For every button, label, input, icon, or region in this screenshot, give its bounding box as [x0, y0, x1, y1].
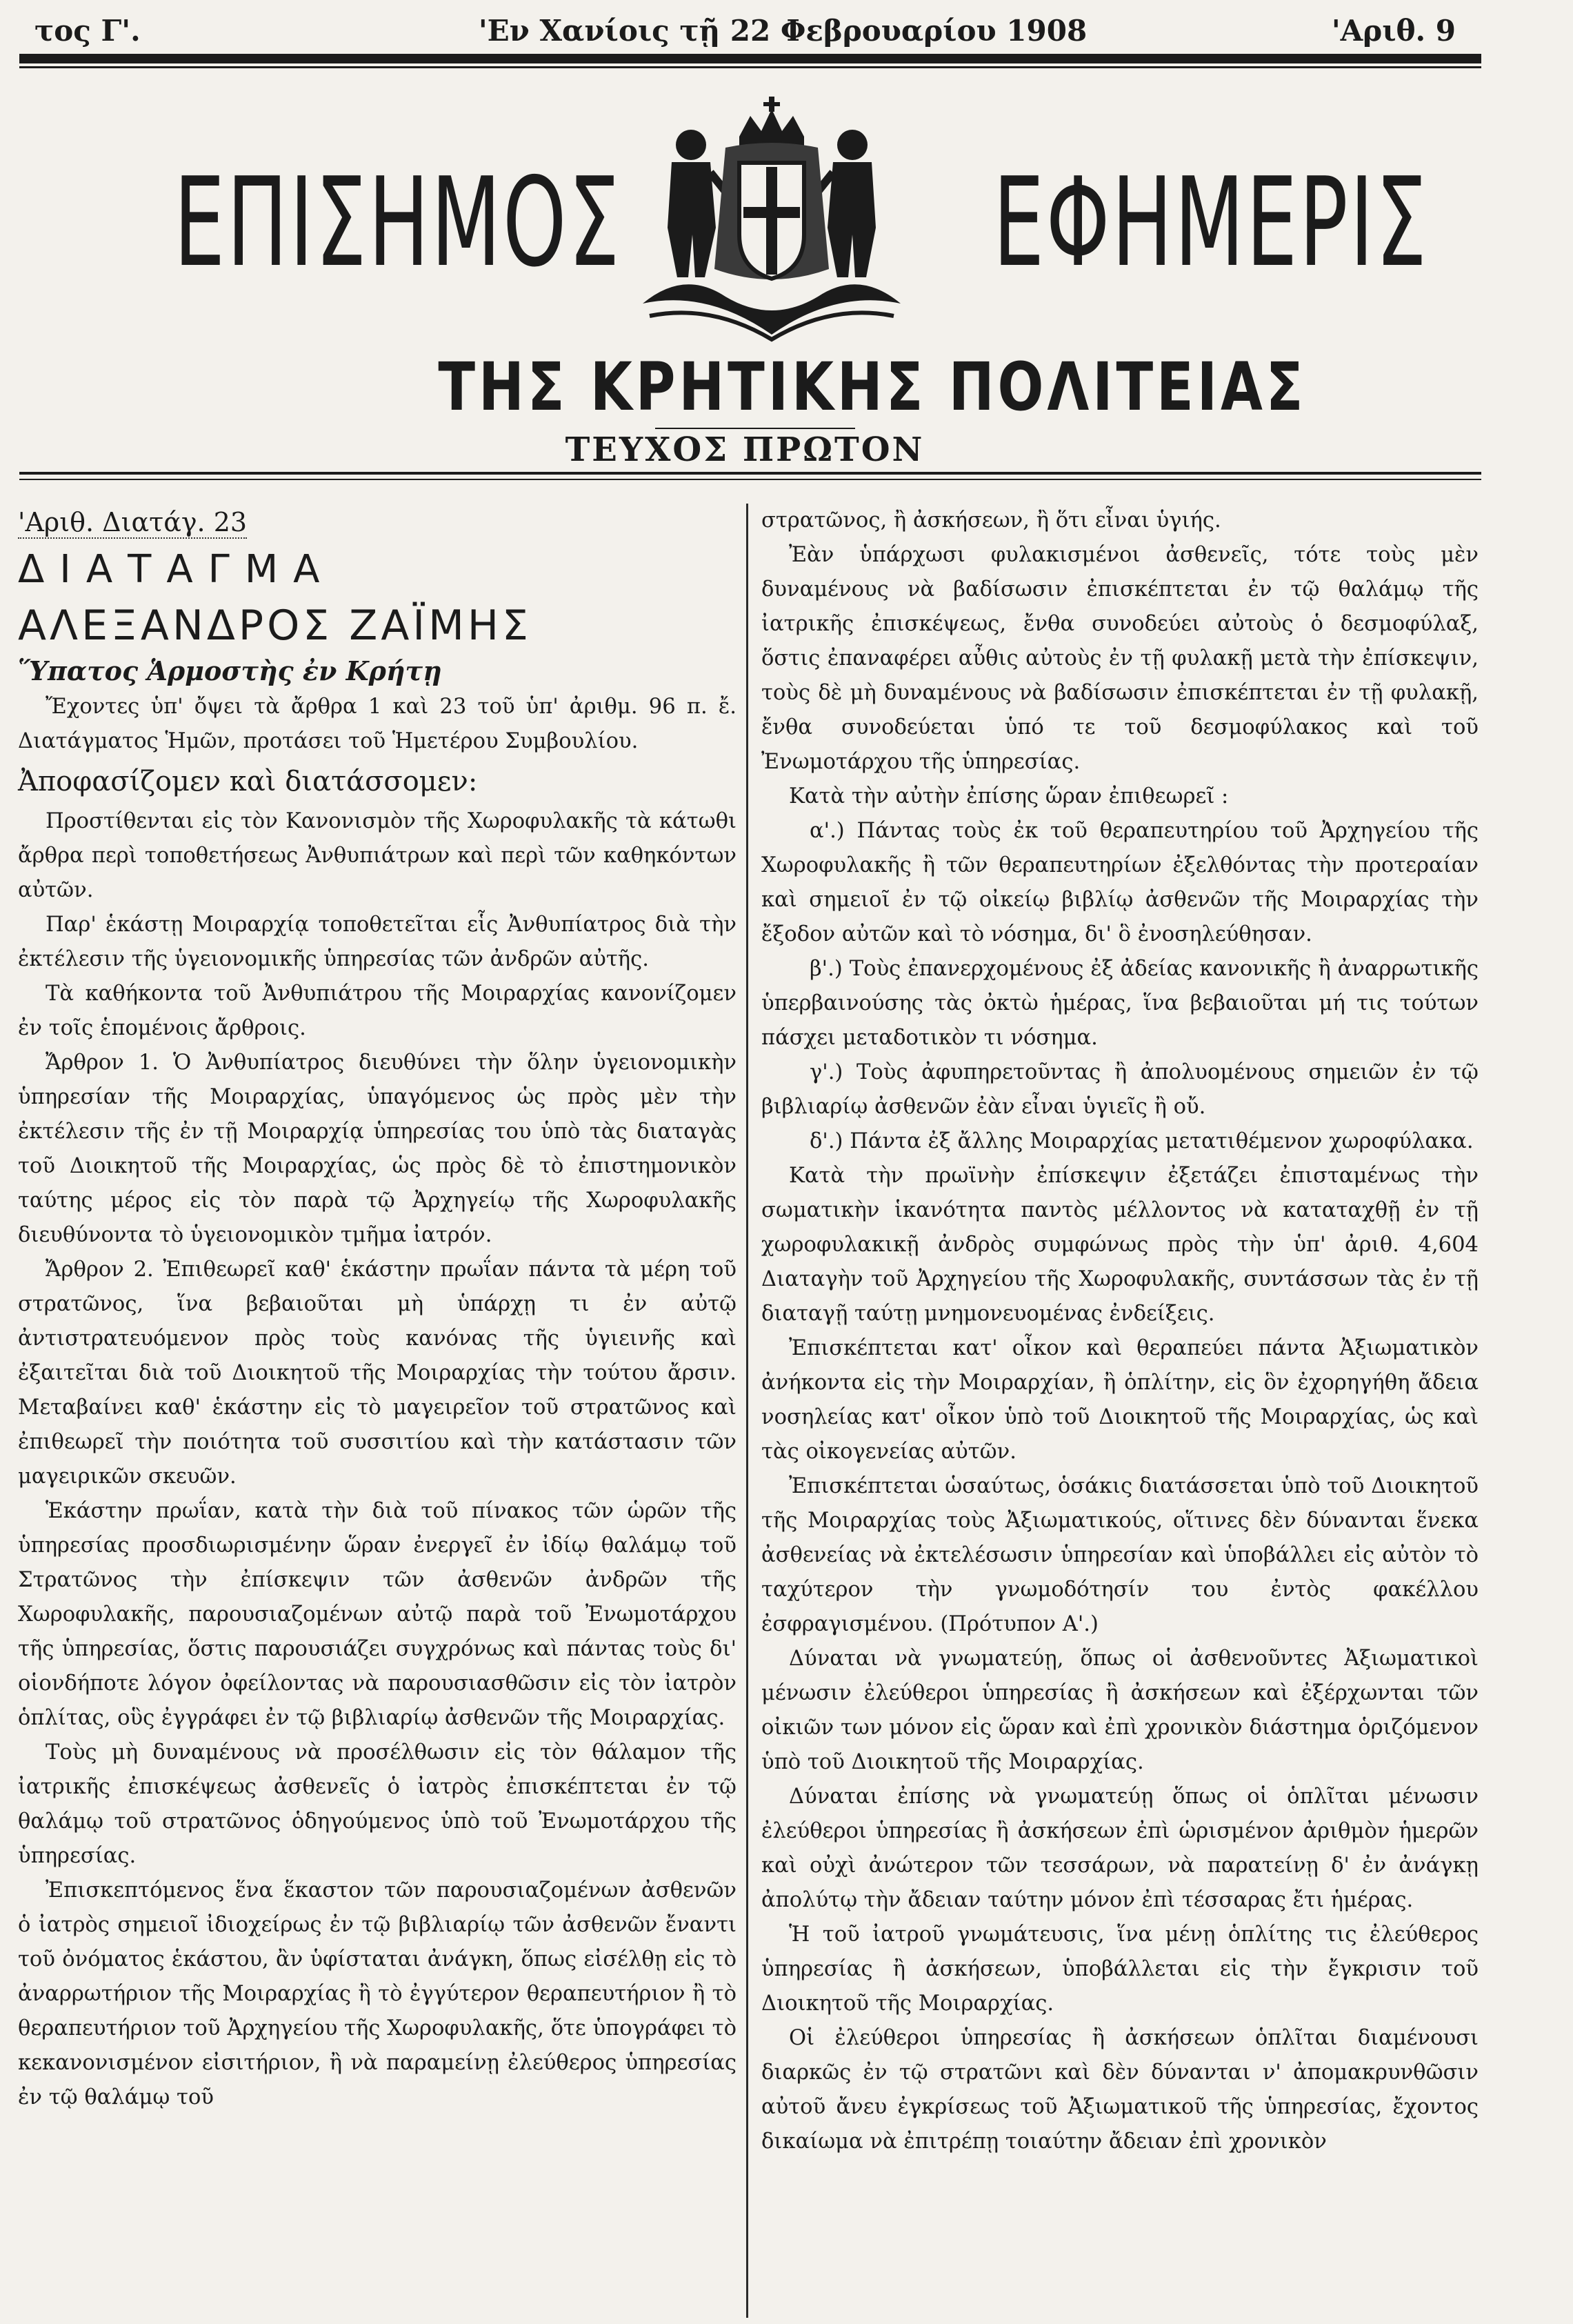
paragraph: Τοὺς μὴ δυναμένους νὰ προσέλθωσιν εἰς τὸν θάλαμον τῆς ἰατρικῆς ἐπισκέψεως ἀσθενεῖς ὁ ἰατρὸς ἐπισκέπτεται ἐν τῷ θαλάμῳ τοῦ στρατῶνος ὁδηγούμενος ὑπὸ τοῦ Ἐνωμοτάρχου τῆς ὑπηρεσίας.	[18, 1740, 737, 1868]
masthead-title-right: ΕΦΗΜΕΡΙΣ	[993, 151, 1429, 294]
right-column	[761, 504, 1479, 2159]
issuer-title: Ὕπατος Ἁρμοστὴς ἐν Κρήτῃ	[18, 655, 442, 686]
paragraph: Ἐὰν ὑπάρχωσι φυλακισμένοι ἀσθενεῖς, τότε τοὺς μὲν δυναμένους νὰ βαδίσωσιν ἐπισκέπτεται ἐν τῷ θαλάμῳ τῆς ἰατρικῆς ἐπισκέψεως, ἔνθα συνοδεύει αὐτοὺς ὁ δεσμοφύλαξ, ὅστις ἐπαναφέρει αὖθις αὐτοὺς ἐν τῇ φυλακῇ μετὰ τὴν ἐπίσκεψιν, τοὺς δὲ μὴ δυναμένους νὰ βαδίσωσιν ἐπισκέπτεται ἐν τῇ φυλακῇ, ἔνθα συνοδεύεται ὑπό τε τοῦ δεσμοφύλακος καὶ τοῦ Ἐνωμοτάρχου τῆς ὑπηρεσίας.	[761, 543, 1479, 774]
list-item: β'.) Τοὺς ἐπανερχομένους ἐξ ἀδείας κανονικῆς ἢ ἀναρρωτικῆς ὑπερβαινούσης τὰς ὀκτὼ ἡμέρας, ἵνα βεβαιοῦται μή τις τούτων πάσχει μεταδοτικὸν τι νόσημα.	[761, 957, 1479, 1050]
paragraph: Οἱ ἐλεύθεροι ὑπηρεσίας ἢ ἀσκήσεων ὁπλῖται διαμένουσι διαρκῶς ἐν τῷ στρατῶνι καὶ δὲν δύνανται ν' ἀπομακρυνθῶσιν αὐτοῦ ἄνευ ἐγκρίσεως τοῦ Ἀξιωματικοῦ τῆς ὑπηρεσίας, ἔχοντος δικαίωμα νὰ ἐπιτρέπῃ τοιαύτην ἄδειαν ἐπὶ χρονικὸν	[761, 2026, 1479, 2154]
masthead-title-left: ΕΠΙΣΗΜΟΣ	[174, 151, 621, 294]
issue-number: 'Αριθ. 9	[1331, 14, 1456, 48]
issuer-name: ΑΛΕΞΑΝΔΡΟΣ ΖΑΪΜΗΣ	[18, 602, 532, 650]
top-rule	[19, 54, 1481, 63]
article-1: Ἄρθρον 1. Ὁ Ἀνθυπίατρος διευθύνει τὴν ὅλην ὑγειονομικὴν ὑπηρεσίαν τῆς Μοιραρχίας, ὑπαγόμενος ὡς πρὸς μὲν τὴν ἐκτέλεσιν τῆς ἐν τῇ Μοιραρχίᾳ ὑπηρεσίας του ὑπὸ τὰς διαταγὰς τοῦ Διοικητοῦ τῆς Μοιραρχίας, ὡς πρὸς δὲ τὸ ἐπιστημονικὸν ταύτης μέρος εἰς τὸν παρὰ τῷ Ἀρχηγείῳ τῆς Χωροφυλακῆς διευθύνοντα τὸ ὑγειονομικὸν τμῆμα ἰατρόν.	[18, 1051, 737, 1247]
running-header	[0, 7, 1573, 55]
date-line: 'Εν Χανίοις τῇ 22 Φεβρουαρίου 1908	[478, 14, 1088, 48]
left-column	[18, 504, 737, 2115]
decree-line: Ἀποφασίζομεν καὶ διατάσσομεν:	[18, 766, 478, 797]
masthead-rule-thin	[19, 479, 1481, 480]
paragraph: Ἑκάστην πρωΐαν, κατὰ τὴν διὰ τοῦ πίνακος τῶν ὡρῶν τῆς ὑπηρεσίας προσδιωρισμένην ὥραν ἐνεργεῖ ἐν ἰδίῳ θαλάμῳ τοῦ Στρατῶνος τὴν ἐπίσκεψιν τῶν ἀσθενῶν ἀνδρῶν τῆς Χωροφυλακῆς, παρουσιαζομένων αὐτῷ παρὰ τοῦ Ἐνωμοτάρχου τῆς ὑπηρεσίας, ὅστις παρουσιάζει συγχρόνως καὶ πάντας τοὺς δι' οἱονδήποτε λόγον ὀφείλοντας νὰ παρουσιασθῶσιν εἰς τὸν ἰατρὸν ὁπλίτας, οὓς ἐγγράφει ἐν τῷ βιβλιαρίῳ ἀσθενῶν τῆς Μοιραρχίας.	[18, 1499, 737, 1730]
volume-label: τος Γ'.	[34, 14, 141, 48]
article-2: Ἄρθρον 2. Ἐπιθεωρεῖ καθ' ἑκάστην πρωΐαν πάντα τὰ μέρη τοῦ στρατῶνος, ἵνα βεβαιοῦται μὴ ὑπάρχῃ τι ἐν αὐτῷ ἀντιστρατευόμενον πρὸς τοὺς κανόνας τῆς ὑγιεινῆς καὶ ἐξαιτεῖται διὰ τοῦ Διοικητοῦ τῆς Μοιραρχίας τὴν τούτου ἄρσιν. Μεταβαίνει καθ' ἑκάστην εἰς τὸ μαγειρεῖον τοῦ στρατῶνος καὶ ἐπιθεωρεῖ τὴν ποιότητα τοῦ συσσιτίου καὶ τὴν κατάστασιν τῶν μαγειρικῶν σκευῶν.	[18, 1258, 737, 1489]
paragraph: Ἐπισκεπτόμενος ἕνα ἕκαστον τῶν παρουσιαζομένων ἀσθενῶν ὁ ἰατρὸς σημειοῖ ἰδιοχείρως ἐν τῷ βιβλιαρίῳ τῶν ἀσθενῶν ἔναντι τοῦ ὀνόματος ἑκάστου, ἂν ὑφίσταται ἀνάγκη, ὅπως εἰσέλθῃ εἰς τὸ ἀναρρωτήριον τῆς Μοιραρχίας ἢ τὸ ἐγγύτερον θεραπευτήριον ἢ τὸ θεραπευτήριον τοῦ Ἀρχηγείου τῆς Χωροφυλακῆς, ὅτε ὑπογράφει τὸ κεκανονισμένον εἰσιτήριον, ἢ νὰ παραμείνῃ ἐλεύθερος ὑπηρεσίας ἐν τῷ θαλάμῳ τοῦ	[18, 1878, 737, 2109]
decree-title: ΔΙΑΤΑΓΜΑ	[18, 547, 335, 592]
paragraph: Δύναται νὰ γνωματεύῃ, ὅπως οἱ ἀσθενοῦντες Ἀξιωματικοὶ μένωσιν ἐλεύθεροι ὑπηρεσίας ἢ ἀσκήσεων καὶ ἐξέρχωνται τῶν οἰκιῶν των μόνον εἰς ὥραν καὶ ἐπὶ χρονικὸν διάστημα ὁριζόμενον ὑπὸ τοῦ Διοικητοῦ τῆς Μοιραρχίας.	[761, 1647, 1479, 1774]
paragraph: Δύναται ἐπίσης νὰ γνωματεύῃ ὅπως οἱ ὁπλῖται μένωσιν ἐλεύθεροι ὑπηρεσίας ἢ ἀσκήσεων ἐπὶ ὡρισμένον ἀριθμὸν ἡμερῶν καὶ οὐχὶ ἀνώτερον τῶν τεσσάρων, νὰ παρατείνῃ δ' ἐν ἀνάγκῃ ἀπολύτῳ τὴν ἄδειαν ταύτην μόνον ἐπὶ τέσσαρας ἔτι ἡμέρας.	[761, 1785, 1479, 1912]
paragraph: στρατῶνος, ἢ ἀσκήσεων, ἢ ὅτι εἶναι ὑγιής.	[761, 508, 1221, 533]
issue-ornament-line	[655, 428, 855, 429]
list-item: α'.) Πάντας τοὺς ἐκ τοῦ θεραπευτηρίου τοῦ Ἀρχηγείου τῆς Χωροφυλακῆς ἢ τῶν θεραπευτηρίων ἐξελθόντας τὴν προτεραίαν καὶ σημειοῖ ἐν τῷ οἰκείῳ βιβλίῳ ἀσθενῶν τῆς Μοιραρχίας τὴν ἔξοδον αὐτῶν καὶ τὸ νόσημα, δι' ὃ ἐνοσηλεύθησαν.	[761, 819, 1479, 946]
list-item: γ'.) Τοὺς ἀφυπηρετοῦντας ἢ ἀπολυομένους σημειῶν ἐν τῷ βιβλιαρίῳ ἀσθενῶν ἐὰν εἶναι ὑγιεῖς ἢ οὔ.	[761, 1060, 1479, 1119]
masthead-rule	[19, 472, 1481, 475]
decree-number: 'Αριθ. Διατάγ. 23	[18, 507, 248, 537]
crete-coat-of-arms-icon	[629, 97, 914, 345]
masthead-subtitle: ΤΗΣ ΚΡΗΤΙΚΗΣ ΠΟΛΙΤΕΙΑΣ	[438, 348, 1307, 426]
column-divider	[746, 504, 748, 2318]
paragraph: Ἐπισκέπτεται ὡσαύτως, ὁσάκις διατάσσεται ὑπὸ τοῦ Διοικητοῦ τῆς Μοιραρχίας τοὺς Ἀξιωματικούς, οἵτινες δὲν δύνανται ἕνεκα ἀσθενείας νὰ ἐκτελέσωσιν ὑπηρεσίαν καὶ ὑποβάλλει εἰς αὐτὸν τὸ ταχύτερον τὴν γνωμοδότησίν του ἐντὸς φακέλλου ἐσφραγισμένου. (Πρότυπον Α'.)	[761, 1474, 1479, 1636]
paragraph: Παρ' ἑκάστῃ Μοιραρχίᾳ τοποθετεῖται εἷς Ἀνθυπίατρος διὰ τὴν ἐκτέλεσιν τῆς ὑγειονομικῆς ὑπηρεσίας τῶν ἀνδρῶν αὐτῆς.	[18, 913, 737, 971]
top-rule-thin	[19, 66, 1481, 68]
paragraph: Κατὰ τὴν αὐτὴν ἐπίσης ὥραν ἐπιθεωρεῖ :	[789, 784, 1229, 808]
paragraph: Προστίθενται εἰς τὸν Κανονισμὸν τῆς Χωροφυλακῆς τὰ κάτωθι ἄρθρα περὶ τοποθετήσεως Ἀνθυπιάτρων καὶ περὶ τῶν καθηκόντων αὐτῶν.	[18, 809, 737, 902]
paragraph: Κατὰ τὴν πρωϊνὴν ἐπίσκεψιν ἐξετάζει ἐπισταμένως τὴν σωματικὴν ἱκανότητα παντὸς μέλλοντος νὰ καταταχθῇ ἐν τῇ χωροφυλακικῇ ἀνδρὸς συμφώνως πρὸς τὴν ὑπ' ἀριθ. 4,604 Διαταγὴν τοῦ Ἀρχηγείου τῆς Χωροφυλακῆς, συντάσσων τὰς ἐν τῇ διαταγῇ ταύτῃ μνημονευομένας ἐνδείξεις.	[761, 1164, 1479, 1326]
preamble: Ἔχοντες ὑπ' ὄψει τὰ ἄρθρα 1 καὶ 23 τοῦ ὑπ' ἀριθμ. 96 π. ἔ. Διατάγματος Ἡμῶν, προτάσει τοῦ Ἡμετέρου Συμβουλίου.	[18, 695, 737, 753]
paragraph: Τὰ καθήκοντα τοῦ Ἀνθυπιάτρου τῆς Μοιραρχίας κανονίζομεν ἐν τοῖς ἑπομένοις ἄρθροις.	[18, 982, 737, 1040]
paragraph: Ἐπισκέπτεται κατ' οἶκον καὶ θεραπεύει πάντα Ἀξιωματικὸν ἀνήκοντα εἰς τὴν Μοιραρχίαν, ἢ ὁπλίτην, εἰς ὃν ἐχορηγήθη ἄδεια νοσηλείας κατ' οἶκον ὑπὸ τοῦ Διοικητοῦ τῆς Μοιραρχίας, ὡς καὶ τὰς οἰκογενείας αὐτῶν.	[761, 1336, 1479, 1464]
list-item: δ'.) Πάντα ἐξ ἄλλης Μοιραρχίας μετατιθέμενον χωροφύλακα.	[810, 1129, 1474, 1153]
issue-label: ΤΕΥΧΟΣ ΠΡΩΤΟΝ	[565, 430, 925, 469]
paragraph: Ἡ τοῦ ἰατροῦ γνωμάτευσις, ἵνα μένῃ ὁπλίτης τις ἐλεύθερος ὑπηρεσίας ἢ ἀσκήσεων, ὑποβάλλεται εἰς τὴν ἔγκρισιν τοῦ Διοικητοῦ τῆς Μοιραρχίας.	[761, 1923, 1479, 2016]
